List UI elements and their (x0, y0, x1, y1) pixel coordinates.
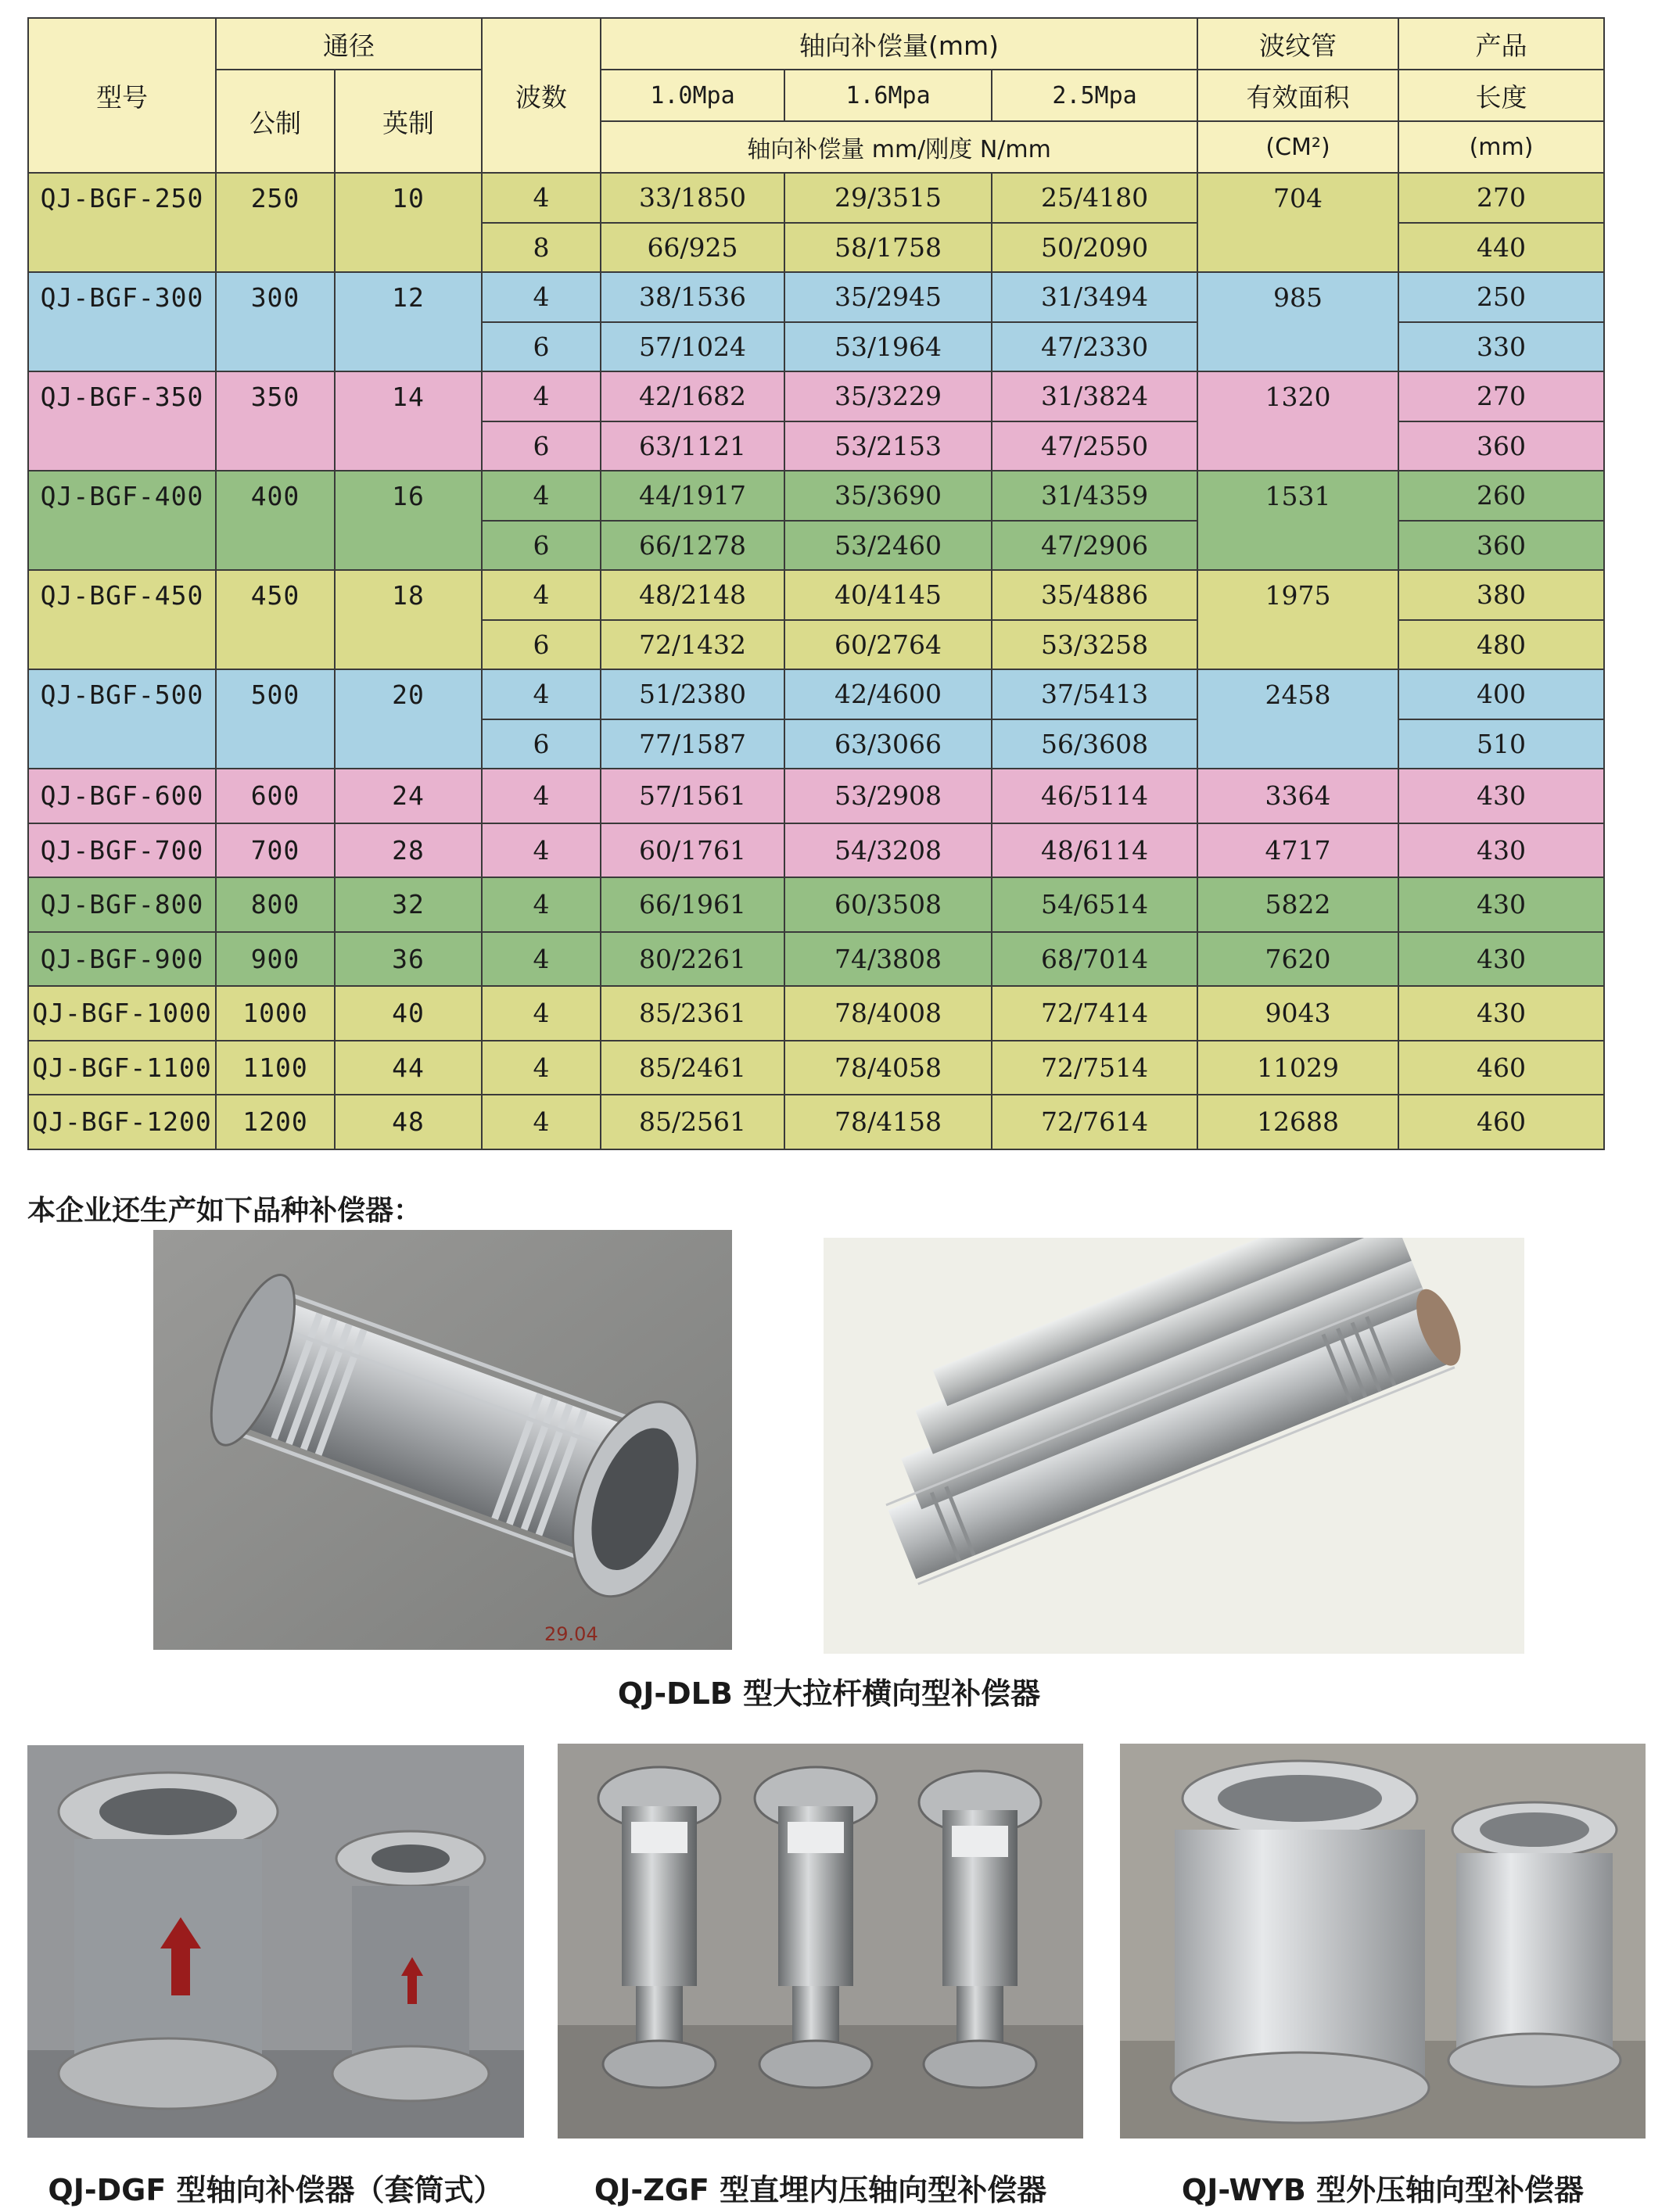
imperial-cell: 32 (335, 877, 482, 932)
header-imperial: 英制 (335, 70, 482, 173)
waves-cell: 4 (482, 769, 601, 823)
header-pressure-2: 1.6Mpa (784, 70, 992, 121)
metric-cell: 500 (216, 669, 335, 769)
imperial-cell: 12 (335, 272, 482, 371)
comp-2-5mpa-cell: 54/6514 (992, 877, 1197, 932)
model-cell: QJ-BGF-700 (28, 823, 216, 878)
metric-cell: 700 (216, 823, 335, 878)
model-cell: QJ-BGF-900 (28, 932, 216, 987)
photo-date-stamp: 29.04 (544, 1623, 598, 1645)
area-cell: 704 (1197, 173, 1398, 272)
imperial-cell: 28 (335, 823, 482, 878)
metric-cell: 1200 (216, 1095, 335, 1149)
header-pressure-1: 1.0Mpa (601, 70, 784, 121)
imperial-cell: 36 (335, 932, 482, 987)
area-cell: 1320 (1197, 371, 1398, 471)
waves-cell: 4 (482, 932, 601, 987)
area-cell: 985 (1197, 272, 1398, 371)
comp-1mpa-cell: 85/2561 (601, 1095, 784, 1149)
metric-cell: 250 (216, 173, 335, 272)
length-cell: 380 (1398, 570, 1604, 620)
header-sub-label: 轴向补偿量 mm/刚度 N/mm (601, 121, 1197, 173)
table-row (28, 986, 1604, 1041)
imperial-cell: 14 (335, 371, 482, 471)
comp-1-6mpa-cell: 42/4600 (784, 669, 992, 719)
length-cell: 430 (1398, 986, 1604, 1041)
comp-1-6mpa-cell: 78/4158 (784, 1095, 992, 1149)
waves-cell: 4 (482, 371, 601, 421)
area-cell: 5822 (1197, 877, 1398, 932)
length-cell: 270 (1398, 371, 1604, 421)
length-cell: 430 (1398, 769, 1604, 823)
comp-1mpa-cell: 42/1682 (601, 371, 784, 421)
comp-1mpa-cell: 85/2361 (601, 986, 784, 1041)
length-cell: 430 (1398, 823, 1604, 878)
area-cell: 7620 (1197, 932, 1398, 987)
length-cell: 250 (1398, 272, 1604, 322)
length-cell: 260 (1398, 471, 1604, 521)
header-length-l2: 长度 (1398, 70, 1604, 121)
comp-1mpa-cell: 33/1850 (601, 173, 784, 223)
comp-1mpa-cell: 66/1961 (601, 877, 784, 932)
comp-1-6mpa-cell: 29/3515 (784, 173, 992, 223)
comp-2-5mpa-cell: 47/2330 (992, 322, 1197, 372)
length-cell: 480 (1398, 620, 1604, 670)
comp-1mpa-cell: 85/2461 (601, 1041, 784, 1095)
waves-cell: 4 (482, 986, 601, 1041)
comp-1mpa-cell: 77/1587 (601, 719, 784, 769)
comp-1mpa-cell: 48/2148 (601, 570, 784, 620)
table-row (28, 173, 1604, 223)
comp-1mpa-cell: 38/1536 (601, 272, 784, 322)
length-cell: 430 (1398, 932, 1604, 987)
comp-1-6mpa-cell: 35/2945 (784, 272, 992, 322)
waves-cell: 4 (482, 1095, 601, 1149)
length-cell: 360 (1398, 521, 1604, 571)
comp-2-5mpa-cell: 46/5114 (992, 769, 1197, 823)
imperial-cell: 40 (335, 986, 482, 1041)
comp-1mpa-cell: 60/1761 (601, 823, 784, 878)
comp-2-5mpa-cell: 31/3824 (992, 371, 1197, 421)
comp-2-5mpa-cell: 50/2090 (992, 223, 1197, 273)
comp-1-6mpa-cell: 53/1964 (784, 322, 992, 372)
comp-1-6mpa-cell: 53/2460 (784, 521, 992, 571)
header-model: 型号 (28, 18, 216, 173)
comp-1-6mpa-cell: 58/1758 (784, 223, 992, 273)
header-area-l1: 波纹管 (1197, 18, 1398, 70)
waves-cell: 4 (482, 173, 601, 223)
comp-1mpa-cell: 66/925 (601, 223, 784, 273)
waves-cell: 4 (482, 471, 601, 521)
comp-1-6mpa-cell: 60/2764 (784, 620, 992, 670)
metric-cell: 800 (216, 877, 335, 932)
waves-cell: 6 (482, 322, 601, 372)
comp-2-5mpa-cell: 47/2550 (992, 421, 1197, 471)
comp-2-5mpa-cell: 48/6114 (992, 823, 1197, 878)
comp-2-5mpa-cell: 31/3494 (992, 272, 1197, 322)
comp-1-6mpa-cell: 63/3066 (784, 719, 992, 769)
photo-dgf (27, 1745, 524, 2138)
comp-2-5mpa-cell: 37/5413 (992, 669, 1197, 719)
imperial-cell: 20 (335, 669, 482, 769)
comp-2-5mpa-cell: 35/4886 (992, 570, 1197, 620)
caption-dlb: QJ-DLB 型大拉杆横向型补偿器 (617, 1676, 1041, 1711)
metric-cell: 400 (216, 471, 335, 570)
length-cell: 400 (1398, 669, 1604, 719)
model-cell: QJ-BGF-350 (28, 371, 216, 471)
area-cell: 3364 (1197, 769, 1398, 823)
metric-cell: 600 (216, 769, 335, 823)
area-cell: 12688 (1197, 1095, 1398, 1149)
table-row (28, 1041, 1604, 1095)
waves-cell: 4 (482, 877, 601, 932)
waves-cell: 6 (482, 421, 601, 471)
length-cell: 460 (1398, 1095, 1604, 1149)
area-cell: 9043 (1197, 986, 1398, 1041)
imperial-cell: 44 (335, 1041, 482, 1095)
imperial-cell: 16 (335, 471, 482, 570)
comp-1mpa-cell: 44/1917 (601, 471, 784, 521)
comp-2-5mpa-cell: 72/7514 (992, 1041, 1197, 1095)
model-cell: QJ-BGF-1200 (28, 1095, 216, 1149)
table-row (28, 272, 1604, 322)
length-cell: 510 (1398, 719, 1604, 769)
header-area-l2: 有效面积 (1197, 70, 1398, 121)
comp-1mpa-cell: 72/1432 (601, 620, 784, 670)
photo-dlb-single (153, 1230, 732, 1650)
comp-1-6mpa-cell: 78/4058 (784, 1041, 992, 1095)
header-length-l3: (mm) (1398, 121, 1604, 173)
imperial-cell: 48 (335, 1095, 482, 1149)
table-row (28, 570, 1604, 620)
comp-2-5mpa-cell: 25/4180 (992, 173, 1197, 223)
caption-wyb: QJ-WYB 型外压轴向型补偿器 (1181, 2173, 1585, 2207)
photo-zgf (558, 1744, 1083, 2139)
comp-2-5mpa-cell: 31/4359 (992, 471, 1197, 521)
table-row (28, 823, 1604, 878)
note-text: 本企业还生产如下品种补偿器： (27, 1195, 422, 1227)
waves-cell: 4 (482, 823, 601, 878)
model-cell: QJ-BGF-600 (28, 769, 216, 823)
comp-1-6mpa-cell: 40/4145 (784, 570, 992, 620)
area-cell: 1975 (1197, 570, 1398, 669)
comp-2-5mpa-cell: 56/3608 (992, 719, 1197, 769)
waves-cell: 4 (482, 669, 601, 719)
comp-1-6mpa-cell: 78/4008 (784, 986, 992, 1041)
table-row (28, 471, 1604, 521)
waves-cell: 4 (482, 570, 601, 620)
metric-cell: 1100 (216, 1041, 335, 1095)
length-cell: 330 (1398, 322, 1604, 372)
comp-1-6mpa-cell: 35/3690 (784, 471, 992, 521)
table-row (28, 371, 1604, 421)
area-cell: 11029 (1197, 1041, 1398, 1095)
comp-2-5mpa-cell: 72/7614 (992, 1095, 1197, 1149)
comp-1mpa-cell: 51/2380 (601, 669, 784, 719)
comp-1-6mpa-cell: 53/2908 (784, 769, 992, 823)
waves-cell: 6 (482, 521, 601, 571)
area-cell: 1531 (1197, 471, 1398, 570)
model-cell: QJ-BGF-300 (28, 272, 216, 371)
comp-1mpa-cell: 57/1024 (601, 322, 784, 372)
imperial-cell: 18 (335, 570, 482, 669)
imperial-cell: 24 (335, 769, 482, 823)
comp-1-6mpa-cell: 74/3808 (784, 932, 992, 987)
header-diameter: 通径 (216, 18, 482, 70)
metric-cell: 1000 (216, 986, 335, 1041)
comp-2-5mpa-cell: 47/2906 (992, 521, 1197, 571)
waves-cell: 4 (482, 1041, 601, 1095)
model-cell: QJ-BGF-1100 (28, 1041, 216, 1095)
table-row (28, 932, 1604, 987)
header-axial-comp: 轴向补偿量(mm) (601, 18, 1197, 70)
table-row (28, 769, 1604, 823)
comp-1mpa-cell: 66/1278 (601, 521, 784, 571)
length-cell: 440 (1398, 223, 1604, 273)
area-cell: 4717 (1197, 823, 1398, 878)
area-cell: 2458 (1197, 669, 1398, 769)
waves-cell: 6 (482, 620, 601, 670)
photo-wyb (1120, 1744, 1646, 2139)
comp-1-6mpa-cell: 35/3229 (784, 371, 992, 421)
metric-cell: 300 (216, 272, 335, 371)
imperial-cell: 10 (335, 173, 482, 272)
table-row (28, 669, 1604, 719)
metric-cell: 900 (216, 932, 335, 987)
comp-1-6mpa-cell: 53/2153 (784, 421, 992, 471)
comp-2-5mpa-cell: 72/7414 (992, 986, 1197, 1041)
comp-1mpa-cell: 63/1121 (601, 421, 784, 471)
metric-cell: 450 (216, 570, 335, 669)
waves-cell: 6 (482, 719, 601, 769)
waves-cell: 8 (482, 223, 601, 273)
metric-cell: 350 (216, 371, 335, 471)
comp-1mpa-cell: 57/1561 (601, 769, 784, 823)
header-area-l3: (CM²) (1197, 121, 1398, 173)
comp-2-5mpa-cell: 53/3258 (992, 620, 1197, 670)
comp-2-5mpa-cell: 68/7014 (992, 932, 1197, 987)
model-cell: QJ-BGF-500 (28, 669, 216, 769)
length-cell: 360 (1398, 421, 1604, 471)
photo-dlb-group (824, 1238, 1524, 1654)
model-cell: QJ-BGF-400 (28, 471, 216, 570)
length-cell: 270 (1398, 173, 1604, 223)
caption-dgf: QJ-DGF 型轴向补偿器（套筒式） (48, 2173, 504, 2207)
header-pressure-3: 2.5Mpa (992, 70, 1197, 121)
header-length-l1: 产品 (1398, 18, 1604, 70)
header-metric: 公制 (216, 70, 335, 173)
table-row (28, 877, 1604, 932)
comp-1-6mpa-cell: 60/3508 (784, 877, 992, 932)
model-cell: QJ-BGF-250 (28, 173, 216, 272)
caption-zgf: QJ-ZGF 型直埋内压轴向型补偿器 (594, 2173, 1047, 2207)
length-cell: 430 (1398, 877, 1604, 932)
model-cell: QJ-BGF-1000 (28, 986, 216, 1041)
waves-cell: 4 (482, 272, 601, 322)
header-waves: 波数 (482, 18, 601, 173)
model-cell: QJ-BGF-800 (28, 877, 216, 932)
length-cell: 460 (1398, 1041, 1604, 1095)
comp-1-6mpa-cell: 54/3208 (784, 823, 992, 878)
spec-table (27, 17, 1605, 1150)
comp-1mpa-cell: 80/2261 (601, 932, 784, 987)
model-cell: QJ-BGF-450 (28, 570, 216, 669)
table-row (28, 1095, 1604, 1149)
